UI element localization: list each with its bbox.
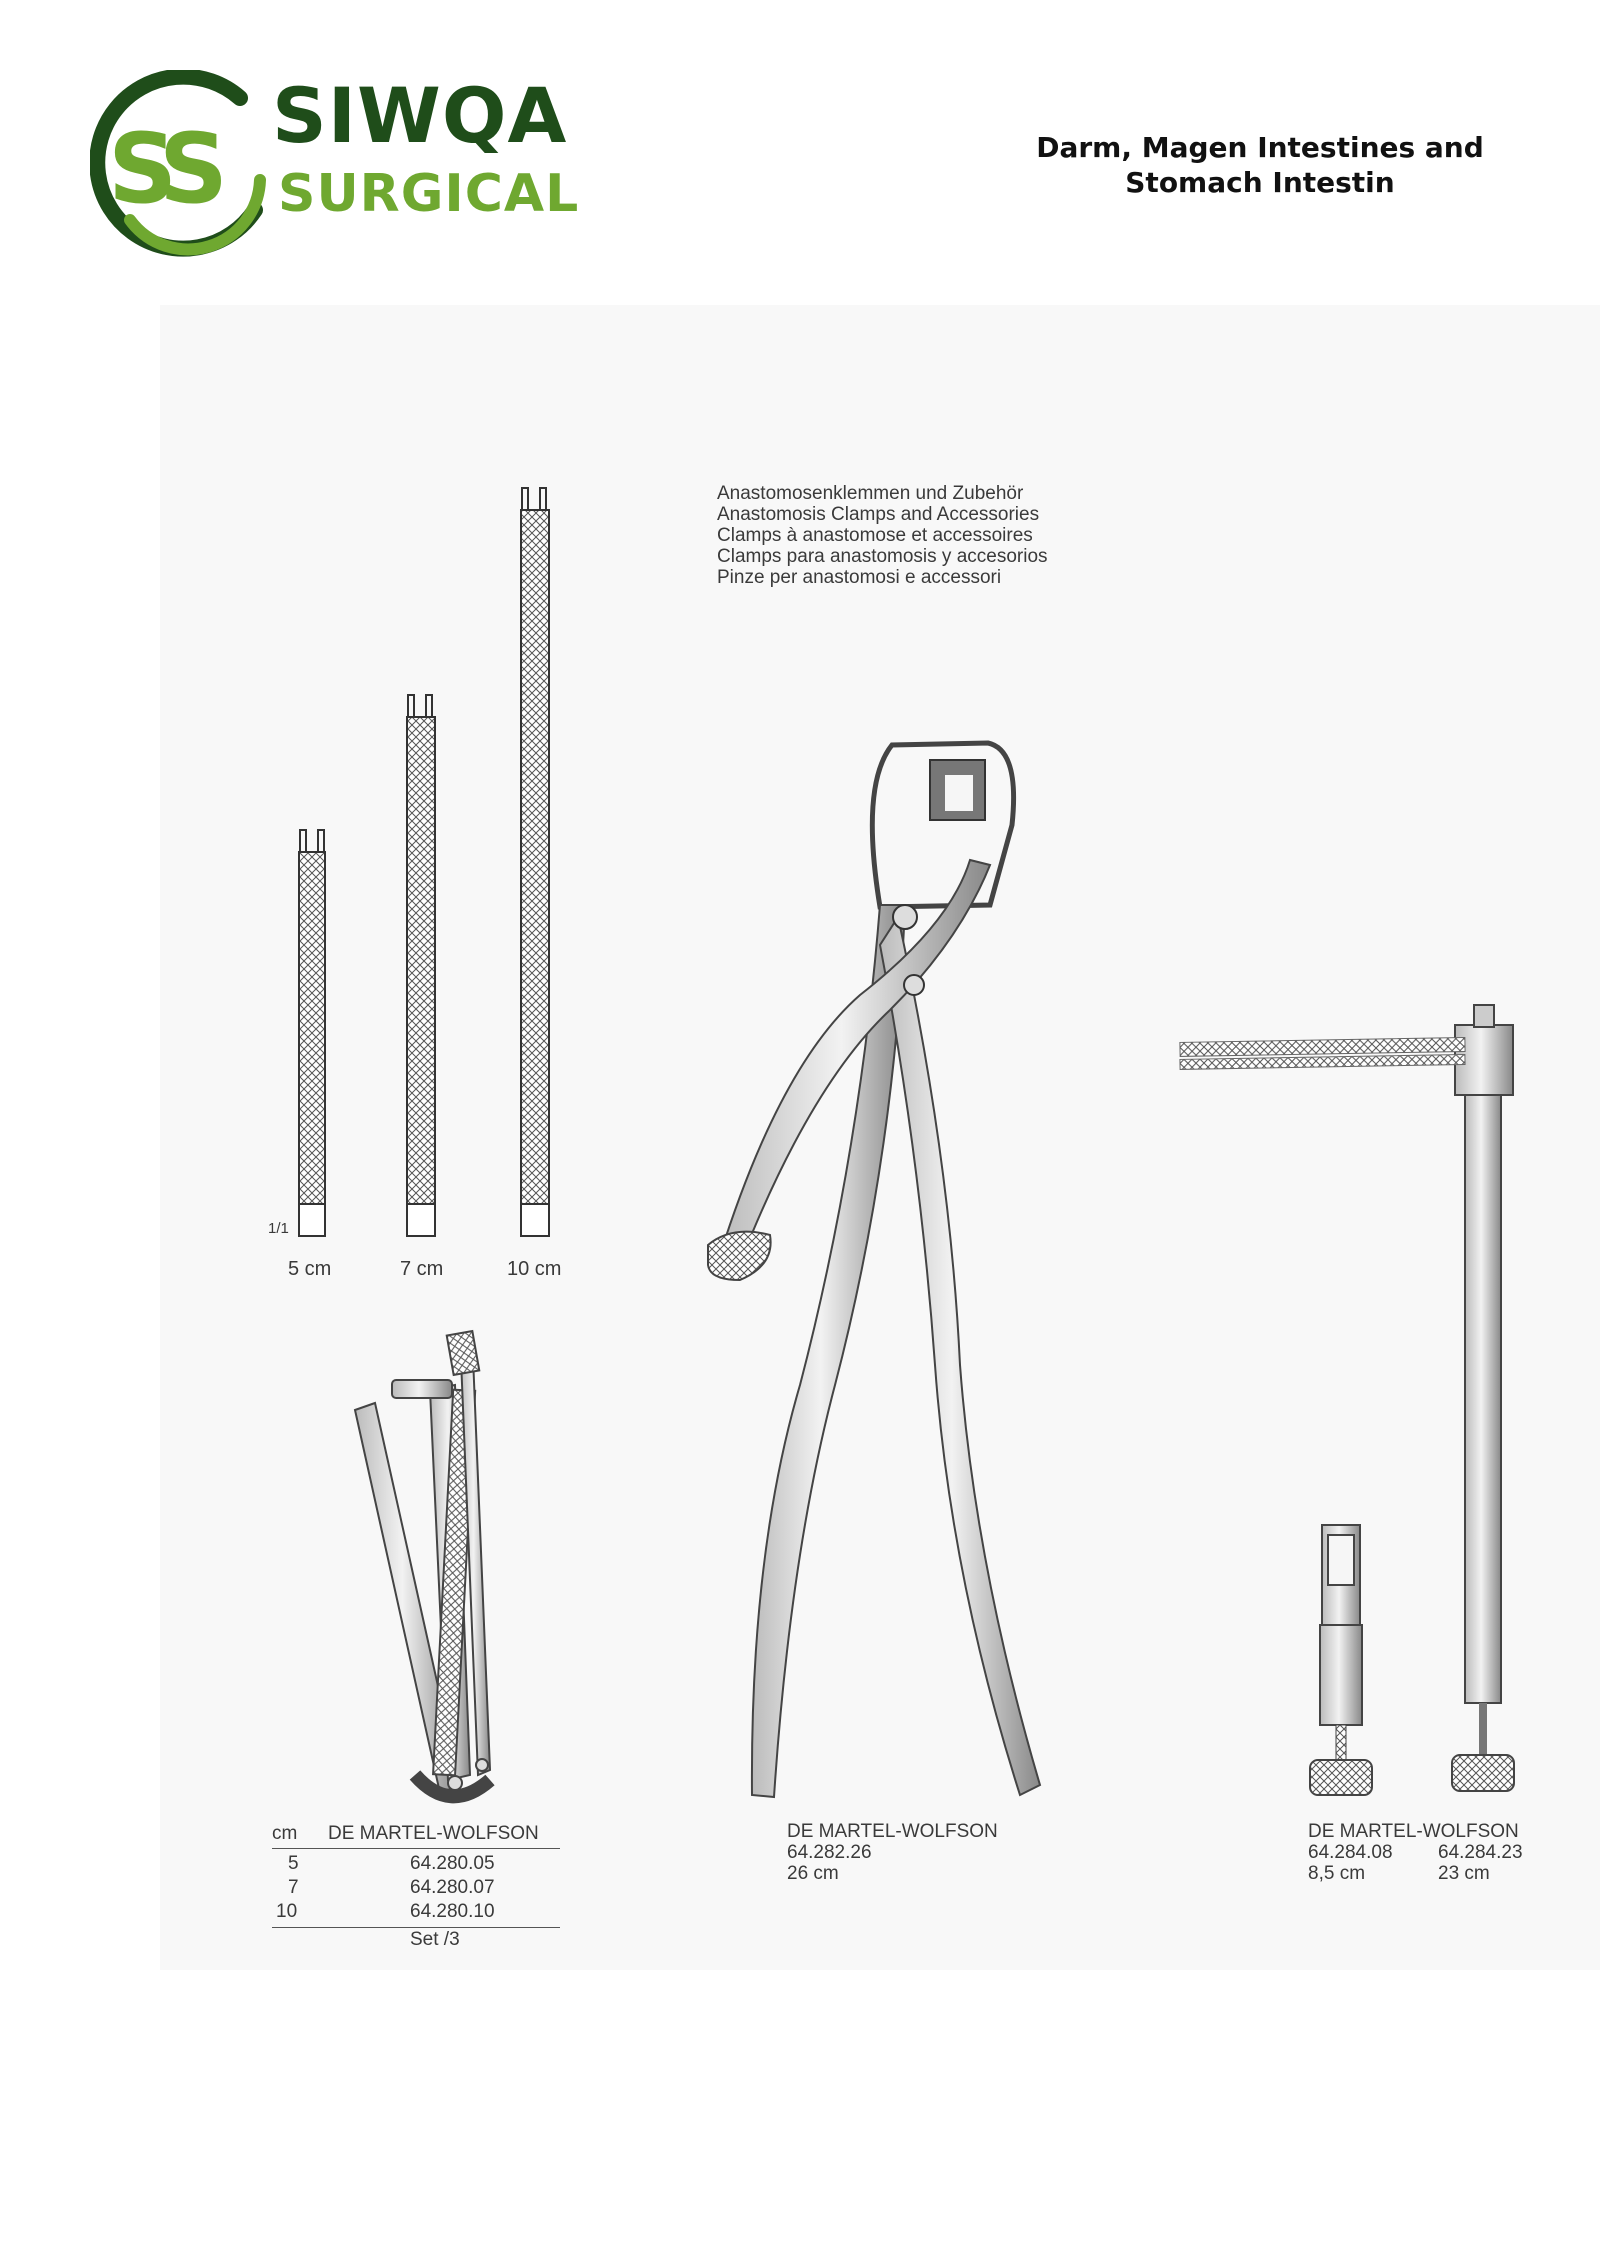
brand-name-line1: SIWQA <box>272 71 568 160</box>
set-table-footer: Set /3 <box>410 1929 460 1950</box>
holder-size-23: 23 cm <box>1438 1863 1490 1884</box>
page-title-line2: Stomach Intestin <box>1125 166 1395 199</box>
holder-8-5cm-illustration <box>1310 1525 1372 1795</box>
holder-code-23: 64.284.23 <box>1438 1842 1523 1863</box>
blade-size-5: 5 cm <box>288 1258 332 1280</box>
logo-monogram: SS <box>108 113 214 225</box>
set-table-cm-7: 7 <box>288 1877 299 1898</box>
holder-code-8-5: 64.284.08 <box>1308 1842 1393 1863</box>
brand-logo <box>90 70 580 260</box>
blade-size-7: 7 cm <box>400 1258 444 1280</box>
blade-size-10: 10 cm <box>507 1258 562 1280</box>
set-table-divider-bottom <box>272 1927 560 1928</box>
set-table-header-cm: cm <box>272 1823 298 1844</box>
logo-emblem-icon <box>90 70 280 260</box>
forceps-name: DE MARTEL-WOLFSON <box>787 1821 998 1842</box>
brand-name-line2: SURGICAL <box>278 164 580 224</box>
set-table-code-7: 64.280.07 <box>410 1877 495 1898</box>
holder-name: DE MARTEL-WOLFSON <box>1308 1821 1519 1842</box>
blade-5cm-illustration <box>299 830 325 1236</box>
scale-mark: 1/1 <box>268 1220 289 1237</box>
page-title <box>1000 130 1520 200</box>
set-table-header-name: DE MARTEL-WOLFSON <box>328 1823 539 1844</box>
blade-7cm-illustration <box>407 695 435 1236</box>
heading-line-it: Pinze per anastomosi e accessori <box>717 567 1002 588</box>
heading-line-es: Clamps para anastomosis y accesorios <box>717 546 1048 567</box>
set-table-divider-top <box>272 1848 560 1849</box>
forceps-code: 64.282.26 <box>787 1842 872 1863</box>
heading-line-de: Anastomosenklemmen und Zubehör <box>717 483 1024 504</box>
heading-line-en: Anastomosis Clamps and Accessories <box>717 504 1040 525</box>
catalog-scan <box>160 305 1600 1970</box>
set-table-code-5: 64.280.05 <box>410 1853 495 1874</box>
set-table-code-10: 64.280.10 <box>410 1901 495 1922</box>
page-title-line1: Darm, Magen Intestines and <box>1036 131 1484 164</box>
clamp-set-illustration <box>355 1331 490 1796</box>
forceps-illustration <box>708 743 1040 1797</box>
heading-line-fr: Clamps à anastomose et accessoires <box>717 525 1033 546</box>
forceps-size: 26 cm <box>787 1863 839 1884</box>
blade-10cm-illustration <box>521 488 549 1236</box>
set-table-cm-10: 10 <box>276 1901 298 1922</box>
holder-size-8-5: 8,5 cm <box>1308 1863 1366 1884</box>
catalog-heading <box>717 483 1048 588</box>
set-table-cm-5: 5 <box>288 1853 299 1874</box>
